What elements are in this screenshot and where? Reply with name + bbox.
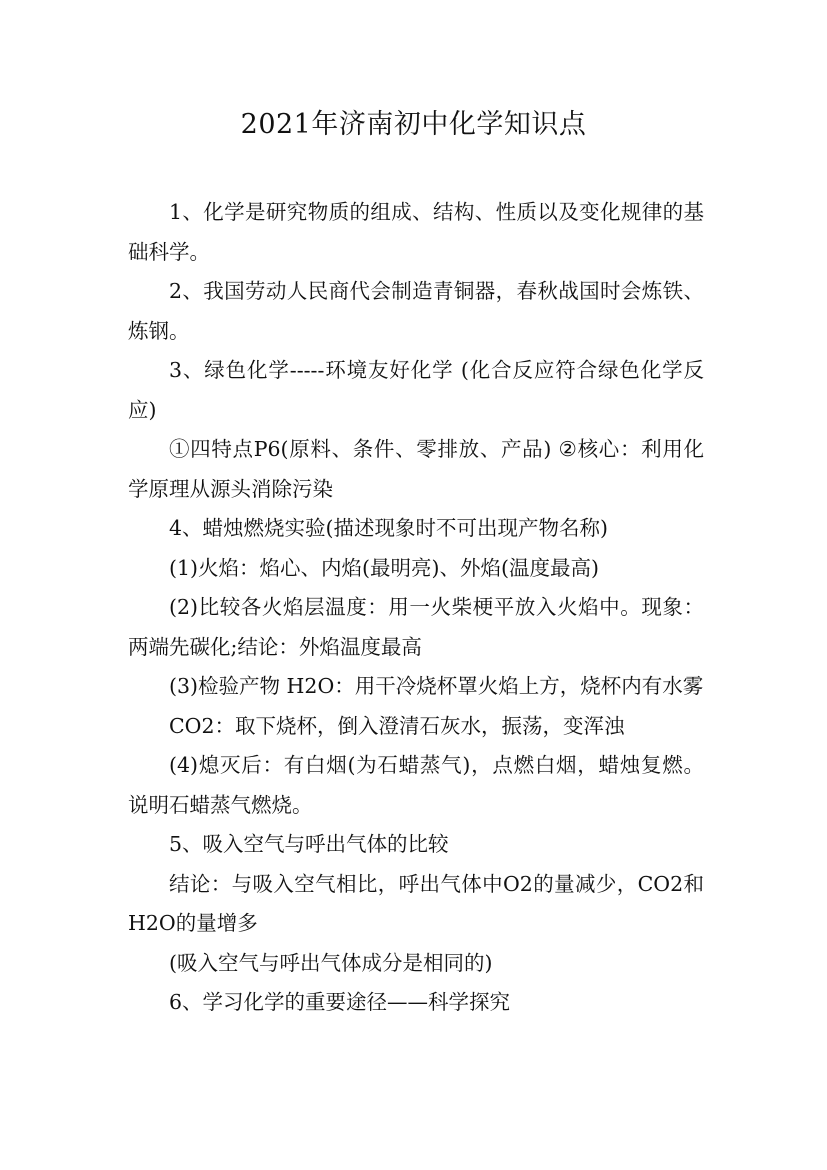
paragraph-7: (2)比较各火焰层温度：用一火柴梗平放入火焰中。现象：两端先碳化;结论：外焰温度最高	[128, 595, 704, 659]
document-title: 2021年济南初中化学知识点	[240, 109, 587, 140]
paragraph-1: 1、化学是研究物质的组成、结构、性质以及变化规律的基础科学。	[128, 200, 704, 264]
paragraph-2: 2、我国劳动人民商代会制造青铜器，春秋战国时会炼铁、炼钢。	[128, 279, 704, 343]
paragraph-10: (4)熄灭后：有白烟(为石蜡蒸气)，点燃白烟，蜡烛复燃。说明石蜡蒸气燃烧。	[128, 753, 704, 817]
paragraph-3: 3、绿色化学-----环境友好化学 (化合反应符合绿色化学反应)	[128, 358, 704, 422]
paragraph-12: 结论：与吸入空气相比，呼出气体中O2的量减少，CO2和H2O的量增多	[128, 871, 704, 935]
paragraph-6: (1)火焰：焰心、内焰(最明亮)、外焰(温度最高)	[169, 555, 600, 580]
document-body	[128, 193, 704, 1023]
paragraph-5: 4、蜡烛燃烧实验(描述现象时不可出现产物名称)	[169, 516, 609, 540]
paragraph-8: (3)检验产物 H2O：用干冷烧杯罩火焰上方，烧杯内有水雾	[169, 674, 704, 698]
paragraph-4: ①四特点P6(原料、条件、零排放、产品) ②核心：利用化学原理从源头消除污染	[128, 437, 704, 501]
paragraph-9: CO2：取下烧杯，倒入澄清石灰水，振荡，变浑浊	[169, 713, 625, 738]
paragraph-13: (吸入空气与呼出气体成分是相同的)	[169, 950, 493, 975]
paragraph-11: 5、吸入空气与呼出气体的比较	[169, 832, 449, 856]
paragraph-14: 6、学习化学的重要途径——科学探究	[169, 990, 511, 1014]
